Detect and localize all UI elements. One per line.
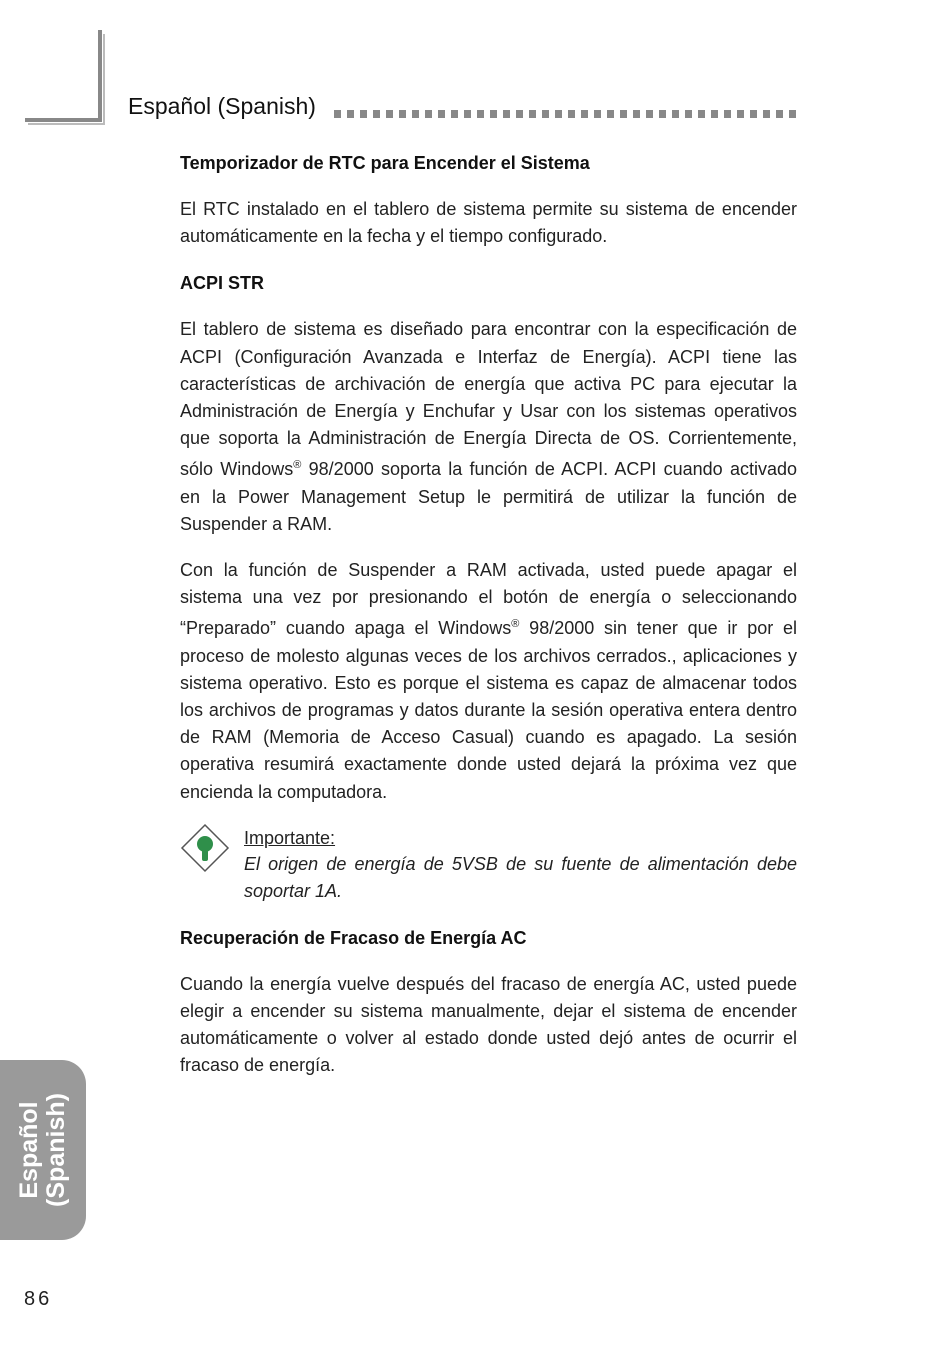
corner-mark <box>25 30 105 125</box>
ac-recovery-body: Cuando la energía vuelve después del fracaso de energía AC, usted puede elegir a encender su sistema manualmente, dejar el sistema de encender automáticamente o volver al estado donde usted dejó antes de ocurrir el fracaso de energía. <box>180 973 797 1076</box>
ac-recovery-heading: Recuperación de Fracaso de Energía AC <box>180 927 527 948</box>
acpi-heading: ACPI STR <box>180 273 265 294</box>
page-number: 86 <box>24 1288 53 1310</box>
lightbulb-diamond-icon <box>180 823 230 873</box>
rtc-body: El RTC instalado en el tablero de sistema permite su sistema de encender automáticamente en la fecha y el tiempo configurado. <box>180 199 797 247</box>
note-label: Importante: <box>244 827 336 848</box>
language-side-tab <box>0 1060 86 1240</box>
main-content <box>180 150 797 1080</box>
important-note <box>180 825 797 905</box>
page-header-title: Español (Spanish) <box>128 93 316 119</box>
acpi-paragraph-1: El tablero de sistema es diseñado para encontrar con la especificación de ACPI (Configuración Avanzada e Interfaz de Energía). ACPI tiene las características de archivación de energía que activa PC para ejecutar la Administración de Energía y Enchufar y Usar con los sistemas operativos que soporta la Administración de Energía Directa de OS. Corrientemente, sólo Windows® 98/2000 soporta la función de ACPI. ACPI cuando activado en la Power Management Setup le permitirá de utilizar la función de Suspender a RAM. <box>180 319 797 534</box>
acpi-paragraph-2: Con la función de Suspender a RAM activada, usted puede apagar el sistema una vez por presionando el botón de energía o seleccionando “Preparado” cuando apaga el Windows® 98/2000 sin tener que ir por el proceso de molesto algunas veces de los archivos cerrados., aplicaciones y sistema operativo. Esto es porque el sistema es capaz de almacenar todos los archivos de programas y datos durante la sesión operativa entera dentro de RAM (Memoria de Acceso Casual) cuando es apagado. La sesión operativa resumirá exactamente donde usted dejará la próxima vez que encienda la computadora. <box>180 560 797 802</box>
note-text: El origen de energía de 5VSB de su fuente de alimentación debe soportar 1A. <box>244 853 797 901</box>
rtc-heading: Temporizador de RTC para Encender el Sistema <box>180 153 590 173</box>
registered-mark: ® <box>511 618 520 631</box>
header-dot-leader <box>334 110 798 119</box>
side-tab-label: Español (Spanish) <box>15 1093 70 1207</box>
registered-mark: ® <box>293 459 302 472</box>
